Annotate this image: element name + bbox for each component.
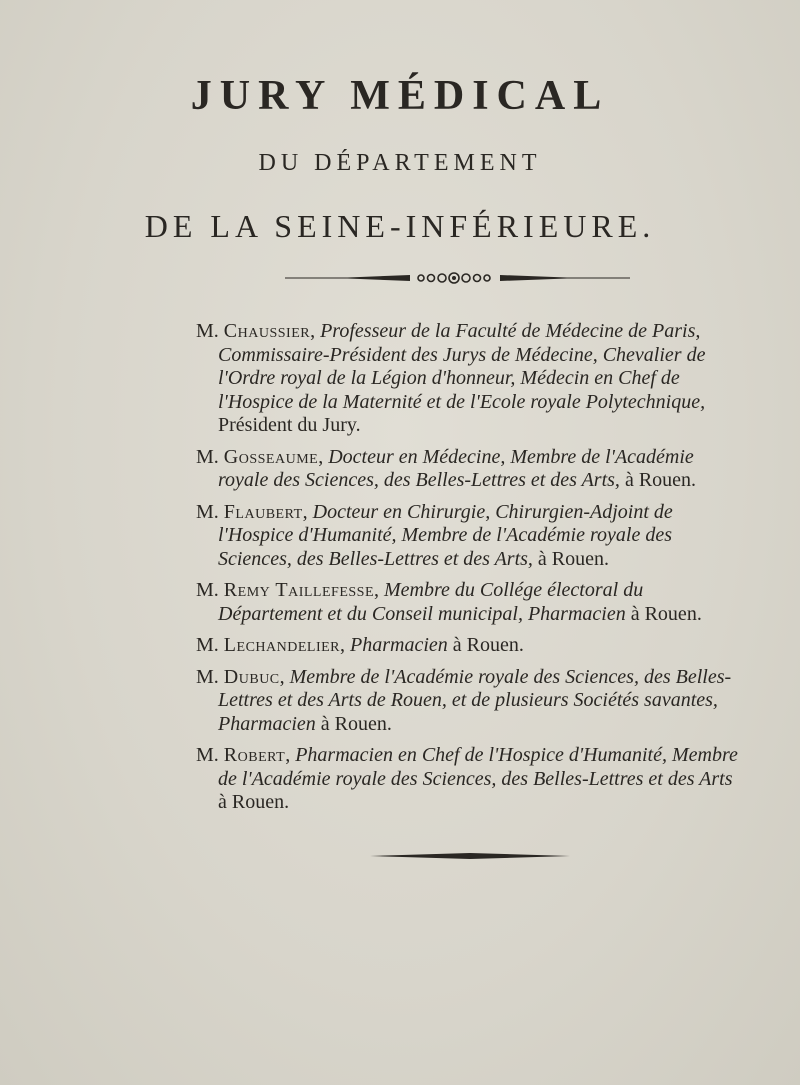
- jury-member-lechandelier: M. Lechandelier, Pharmacien à Rouen.: [196, 634, 524, 656]
- page-title: JURY MÉDICAL: [190, 73, 610, 119]
- closing-rule: [370, 852, 570, 860]
- region-heading: DE LA SEINE-INFÉRIEURE.: [144, 208, 656, 244]
- jury-member-gosseaume: M. Gosseaume, Docteur en Médecine, Membre de l'Académie royale des Sciences, des Belles-Lettres et des Arts, à Rouen.: [196, 445, 697, 491]
- jury-member-taillefesse: M. Remy Taillefesse, Membre du Collége électoral du Département et du Conseil municipal, Pharmacien à Rouen.: [196, 579, 702, 625]
- page-subtitle: DU DÉPARTEMENT: [258, 150, 542, 176]
- jury-member-chaussier: M. Chaussier, Professeur de la Faculté de Médecine de Paris, Commissaire-Président des Jurys de Médecine, Chevalier de l'Ordre royal de la Légion d'honneur, Médecin en Chef de l'Hospice de la Maternité et de l'Ecole royale Polytechnique, Président du Jury.: [196, 320, 706, 436]
- jury-member-list: [196, 320, 741, 823]
- jury-member-dubuc: M. Dubuc, Membre de l'Académie royale des Sciences, des Belles-Lettres et des Arts de Rouen, et de plusieurs Sociétés savantes, Pharmacien à Rouen.: [196, 665, 732, 735]
- ornament-divider: [285, 270, 630, 286]
- jury-member-flaubert: M. Flaubert, Docteur en Chirurgie, Chirurgien-Adjoint de l'Hospice d'Humanité, Membre de l'Académie royale des Sciences, des Belles-Lettres et des Arts, à Rouen.: [196, 500, 673, 570]
- jury-member-robert: M. Robert, Pharmacien en Chef de l'Hospice d'Humanité, Membre de l'Académie royale des Sciences, des Belles-Lettres et des Arts à Rouen.: [196, 744, 738, 813]
